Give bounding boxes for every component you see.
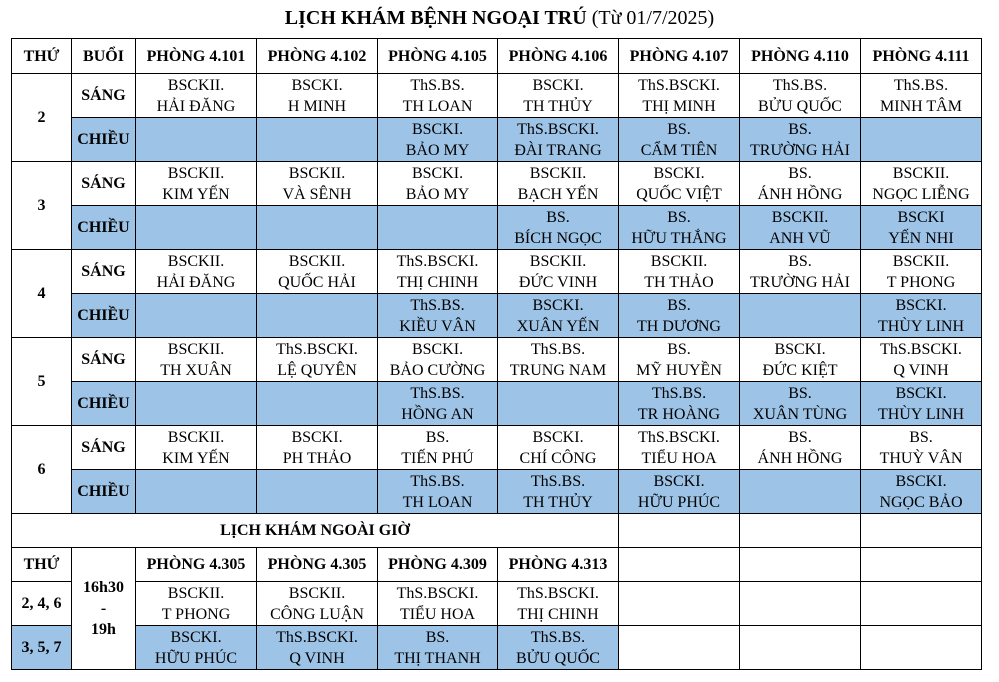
schedule-cell [257,426,378,470]
doctor-name: BÍCH NGỌC [514,229,602,247]
schedule-cell [378,162,498,206]
doctor-title: BSCKII. [167,164,225,182]
doctor-title: ThS.BSCKI. [276,628,358,646]
doctor-name: THÙY LINH [877,317,965,335]
doctor-title: ThS.BS. [893,76,949,94]
schedule-cell [378,382,498,426]
schedule-cell [257,382,378,426]
schedule-cell [136,118,257,162]
doctor-title: BSCKII. [892,252,950,270]
doctor-title: BSCKII. [650,252,708,270]
empty-cell [861,514,982,548]
schedule-cell [498,382,619,426]
schedule-cell [136,206,257,250]
doctor-name: HỮU PHÚC [154,649,238,667]
doctor-title: BSCKI. [532,296,584,314]
overtime-days: 3, 5, 7 [12,626,72,670]
schedule-cell [257,118,378,162]
schedule-cell [257,470,378,514]
schedule-cell [498,426,619,470]
schedule-cell [861,426,982,470]
header-row [12,39,982,74]
doctor-name: T PHONG [161,605,231,623]
doctor-title: ThS.BS. [410,384,465,402]
doctor-title: BSCKI. [895,384,947,402]
schedule-cell [619,162,740,206]
doctor-name: BẢO CƯỜNG [389,361,486,379]
schedule-cell [257,162,378,206]
overtime-row [12,626,982,670]
schedule-cell [619,206,740,250]
doctor-name: TH THẢO [644,273,714,291]
schedule-cell [619,382,740,426]
doctor-title: BS. [788,384,812,402]
doctor-title: BSCKII. [529,252,587,270]
doctor-title: BSCKI. [532,428,584,446]
schedule-cell [498,338,619,382]
doctor-name: CẨM TIÊN [640,141,718,159]
doctor-title: BS. [788,428,812,446]
empty-cell [740,548,861,582]
schedule-cell [136,338,257,382]
afternoon-row [12,382,982,426]
empty-cell [740,514,861,548]
schedule-cell [861,338,982,382]
doctor-name: TIẾN PHÚ [401,449,474,467]
morning-row [12,338,982,382]
empty-cell [740,626,861,670]
overtime-room: PHÒNG 4.313 [498,548,619,582]
doctor-title: ThS.BS. [651,384,707,402]
doctor-name: KIM YẾN [162,185,230,203]
doctor-title: ThS.BSCKI. [880,340,962,358]
doctor-name: THUỲ VÂN [879,449,963,467]
doctor-title: ThS.BS. [772,76,828,94]
doctor-name: TH LOAN [402,493,473,511]
doctor-title: BS. [788,164,812,182]
doctor-title: BSCKII. [529,164,587,182]
doctor-name: TIỂU HOA [641,449,717,467]
empty-cell [619,582,740,626]
doctor-name: TR HOÀNG [637,405,721,423]
header-room: PHÒNG 4.107 [619,39,740,74]
title-subtitle: (Từ 01/7/2025) [591,7,715,29]
time-part: 19h [91,621,116,638]
overtime-days: 2, 4, 6 [12,582,72,626]
session-label: CHIỀU [72,206,136,250]
overtime-row [12,582,982,626]
doctor-title: BSCKI. [411,340,464,358]
overtime-title: LỊCH KHÁM NGOÀI GIỜ [12,514,619,548]
schedule-cell [861,162,982,206]
doctor-title: BSCKII. [771,208,829,226]
doctor-title: ThS.BS. [530,628,586,646]
schedule-cell [498,206,619,250]
doctor-name: Q VINH [893,361,949,379]
doctor-name: PH THẢO [282,449,352,467]
doctor-title: ThS.BS. [410,296,465,314]
doctor-title: BSCKII. [167,584,225,602]
doctor-title: BSCKII. [288,584,346,602]
session-label: SÁNG [72,162,136,206]
afternoon-row [12,470,982,514]
doctor-name: QUỐC HẢI [278,273,356,291]
doctor-name: TH LOAN [402,97,473,115]
schedule-cell [498,294,619,338]
schedule-cell [740,206,861,250]
day-cell: 5 [12,338,72,426]
header-day: THỨ [12,39,72,74]
morning-row [12,250,982,294]
doctor-name: THỊ THANH [394,649,481,667]
doctor-name: ĐÀI TRANG [514,141,602,159]
doctor-title: BS. [546,208,570,226]
doctor-name: BẢO MY [405,141,470,159]
doctor-title: BSCKI. [411,164,464,182]
schedule-cell [740,382,861,426]
schedule-cell [619,118,740,162]
doctor-name: Q VINH [289,649,345,667]
afternoon-row [12,118,982,162]
day-cell: 2 [12,74,72,162]
session-label: SÁNG [72,250,136,294]
doctor-name: ĐỨC KIỆT [762,361,838,379]
schedule-cell [378,206,498,250]
doctor-title: ThS.BSCKI. [276,340,358,358]
doctor-title: BSCKI. [532,76,584,94]
doctor-name: XUÂN TÙNG [752,405,848,423]
schedule-cell [498,74,619,118]
doctor-name: CHÍ CÔNG [519,449,597,467]
schedule-cell [136,426,257,470]
doctor-title: BSCKI. [653,472,705,490]
doctor-title: BS. [667,296,691,314]
overtime-room: PHÒNG 4.309 [378,548,498,582]
schedule-cell [378,426,498,470]
doctor-name: MINH TÂM [880,97,962,115]
schedule-cell [740,118,861,162]
doctor-name: THÙY LINH [877,405,965,423]
doctor-name: BẢO MY [405,185,470,203]
doctor-title: BSCKI. [291,76,343,94]
doctor-name: KIỀU VÂN [399,317,476,335]
doctor-name: TRƯỜNG HẢI [750,273,850,291]
doctor-name: BỬU QUỐC [758,97,842,115]
header-room: PHÒNG 4.102 [257,39,378,74]
doctor-title: BS. [909,428,933,446]
session-label: CHIỀU [72,294,136,338]
schedule-cell [498,162,619,206]
doctor-name: QUỐC VIỆT [636,185,722,203]
schedule-cell [378,250,498,294]
overtime-cell [257,582,378,626]
doctor-title: BSCKI. [653,164,705,182]
schedule-cell [136,250,257,294]
doctor-title: BS. [667,340,691,358]
doctor-title: BSCKI. [411,120,464,138]
doctor-name: H MINH [287,97,347,115]
doctor-name: HỮU THẮNG [631,229,727,247]
schedule-cell [378,294,498,338]
doctor-title: ThS.BS. [530,472,586,490]
doctor-name: TH DƯƠNG [637,317,721,335]
schedule-cell [861,206,982,250]
schedule-cell [740,74,861,118]
doctor-name: HỮU PHÚC [637,493,721,511]
doctor-title: BSCKI [897,208,945,226]
session-label: SÁNG [72,338,136,382]
schedule-cell [740,338,861,382]
schedule-cell [257,206,378,250]
header-room: PHÒNG 4.106 [498,39,619,74]
doctor-title: ThS.BS. [410,472,465,490]
doctor-title: BSCKII. [288,164,346,182]
empty-cell [861,582,982,626]
time-part: 16h30 [83,579,124,596]
overtime-cell [136,626,257,670]
schedule-cell [498,250,619,294]
session-label: CHIỀU [72,118,136,162]
doctor-title: BSCKI. [895,296,947,314]
empty-cell [740,582,861,626]
schedule-cell [257,74,378,118]
doctor-title: ThS.BSCKI. [396,584,479,602]
doctor-title: BSCKII. [892,164,950,182]
doctor-name: THỊ CHINH [396,273,479,291]
doctor-name: T PHONG [886,273,956,291]
doctor-title: BS. [788,120,812,138]
doctor-name: THỊ CHINH [517,605,599,623]
schedule-cell [861,74,982,118]
page-title [0,4,999,32]
schedule-cell [257,250,378,294]
header-room: PHÒNG 4.110 [740,39,861,74]
overtime-cell [498,626,619,670]
schedule-cell [740,470,861,514]
doctor-title: ThS.BSCKI. [396,252,479,270]
doctor-name: KIM YẾN [162,449,230,467]
overtime-cell [378,626,498,670]
header-room: PHÒNG 4.111 [861,39,982,74]
overtime-cell [378,582,498,626]
header-session: BUỔI [72,39,136,74]
doctor-name: TH THỦY [523,97,593,115]
doctor-name: NGỌC BẢO [879,493,963,511]
doctor-name: ĐỨC VINH [518,273,598,291]
doctor-name: BỬU QUỐC [516,649,600,667]
doctor-title: BS. [425,628,450,646]
doctor-name: TRƯỜNG HẢI [750,141,850,159]
title-main: LỊCH KHÁM BỆNH NGOẠI TRÚ [284,7,587,29]
doctor-title: BS. [788,252,812,270]
schedule-cell [619,470,740,514]
doctor-name: BẠCH YẾN [517,185,599,203]
empty-cell [619,626,740,670]
doctor-name: TRUNG NAM [509,361,607,379]
overtime-day-header: THỨ [12,548,72,582]
schedule-cell [136,74,257,118]
schedule-cell [136,162,257,206]
overtime-header-row [12,548,982,582]
doctor-name: TH XUÂN [160,361,232,379]
schedule-cell [861,382,982,426]
afternoon-row [12,206,982,250]
doctor-title: BSCKI. [774,340,826,358]
overtime-room: PHÒNG 4.305 [136,548,257,582]
empty-cell [619,514,740,548]
schedule-cell [498,470,619,514]
morning-row [12,162,982,206]
overtime-time [72,548,136,670]
doctor-title: BSCKI. [895,472,947,490]
doctor-title: BSCKII. [288,252,346,270]
schedule-cell [257,294,378,338]
schedule-cell [136,294,257,338]
time-part: - [100,600,107,617]
doctor-title: BSCKI. [291,428,343,446]
doctor-title: ThS.BS. [530,340,586,358]
doctor-name: XUÂN YẾN [516,317,600,335]
session-label: CHIỀU [72,470,136,514]
doctor-title: ThS.BSCKI. [638,76,720,94]
doctor-title: ThS.BSCKI. [638,428,720,446]
doctor-title: BS. [425,428,450,446]
schedule-cell [619,426,740,470]
morning-row [12,74,982,118]
overtime-cell [498,582,619,626]
doctor-title: ThS.BS. [410,76,465,94]
schedule-cell [619,338,740,382]
doctor-name: TIỂU HOA [399,605,476,623]
schedule-cell [861,250,982,294]
header-room: PHÒNG 4.105 [378,39,498,74]
morning-row [12,426,982,470]
session-label: SÁNG [72,74,136,118]
doctor-name: VÀ SÊNH [282,185,352,203]
schedule-cell [619,74,740,118]
schedule-cell [861,118,982,162]
doctor-name: NGỌC LIỄNG [872,185,970,203]
doctor-title: ThS.BSCKI. [517,584,599,602]
doctor-name: MỸ HUYỀN [636,361,722,379]
overtime-room: PHÒNG 4.305 [257,548,378,582]
doctor-name: YẾN NHI [888,229,954,247]
schedule-cell [136,470,257,514]
doctor-title: BS. [667,208,691,226]
session-label: SÁNG [72,426,136,470]
doctor-title: BS. [667,120,691,138]
schedule-cell [378,470,498,514]
schedule-cell [378,118,498,162]
schedule-table [11,38,982,670]
schedule-cell [378,338,498,382]
doctor-name: ÁNH HỒNG [757,185,843,203]
doctor-name: CÔNG LUẬN [270,605,364,623]
empty-cell [619,548,740,582]
schedule-cell [740,294,861,338]
schedule-cell [740,426,861,470]
doctor-title: BSCKII. [167,428,225,446]
doctor-name: HẢI ĐĂNG [156,97,236,115]
doctor-title: BSCKI. [170,628,222,646]
overtime-cell [257,626,378,670]
day-cell: 3 [12,162,72,250]
schedule-cell [619,294,740,338]
schedule-cell [378,74,498,118]
day-cell: 4 [12,250,72,338]
schedule-cell [740,162,861,206]
doctor-title: BSCKII. [167,252,225,270]
doctor-name: THỊ MINH [642,97,716,115]
schedule-cell [740,250,861,294]
overtime-cell [136,582,257,626]
doctor-name: HẢI ĐĂNG [156,273,236,291]
doctor-title: BSCKII. [167,340,225,358]
doctor-title: ThS.BSCKI. [517,120,599,138]
doctor-name: ÁNH HỒNG [757,449,843,467]
doctor-name: ANH VŨ [769,229,831,247]
doctor-name: TH THỦY [523,493,593,511]
schedule-cell [498,118,619,162]
empty-cell [861,626,982,670]
schedule-cell [136,382,257,426]
schedule-cell [861,294,982,338]
day-cell: 6 [12,426,72,514]
empty-cell [861,548,982,582]
session-label: CHIỀU [72,382,136,426]
doctor-name: LỆ QUYÊN [277,361,357,379]
afternoon-row [12,294,982,338]
doctor-name: HỒNG AN [401,405,474,423]
overtime-title-row [12,514,982,548]
header-room: PHÒNG 4.101 [136,39,257,74]
schedule-cell [619,250,740,294]
doctor-title: BSCKII. [167,76,225,94]
schedule-cell [861,470,982,514]
schedule-cell [257,338,378,382]
